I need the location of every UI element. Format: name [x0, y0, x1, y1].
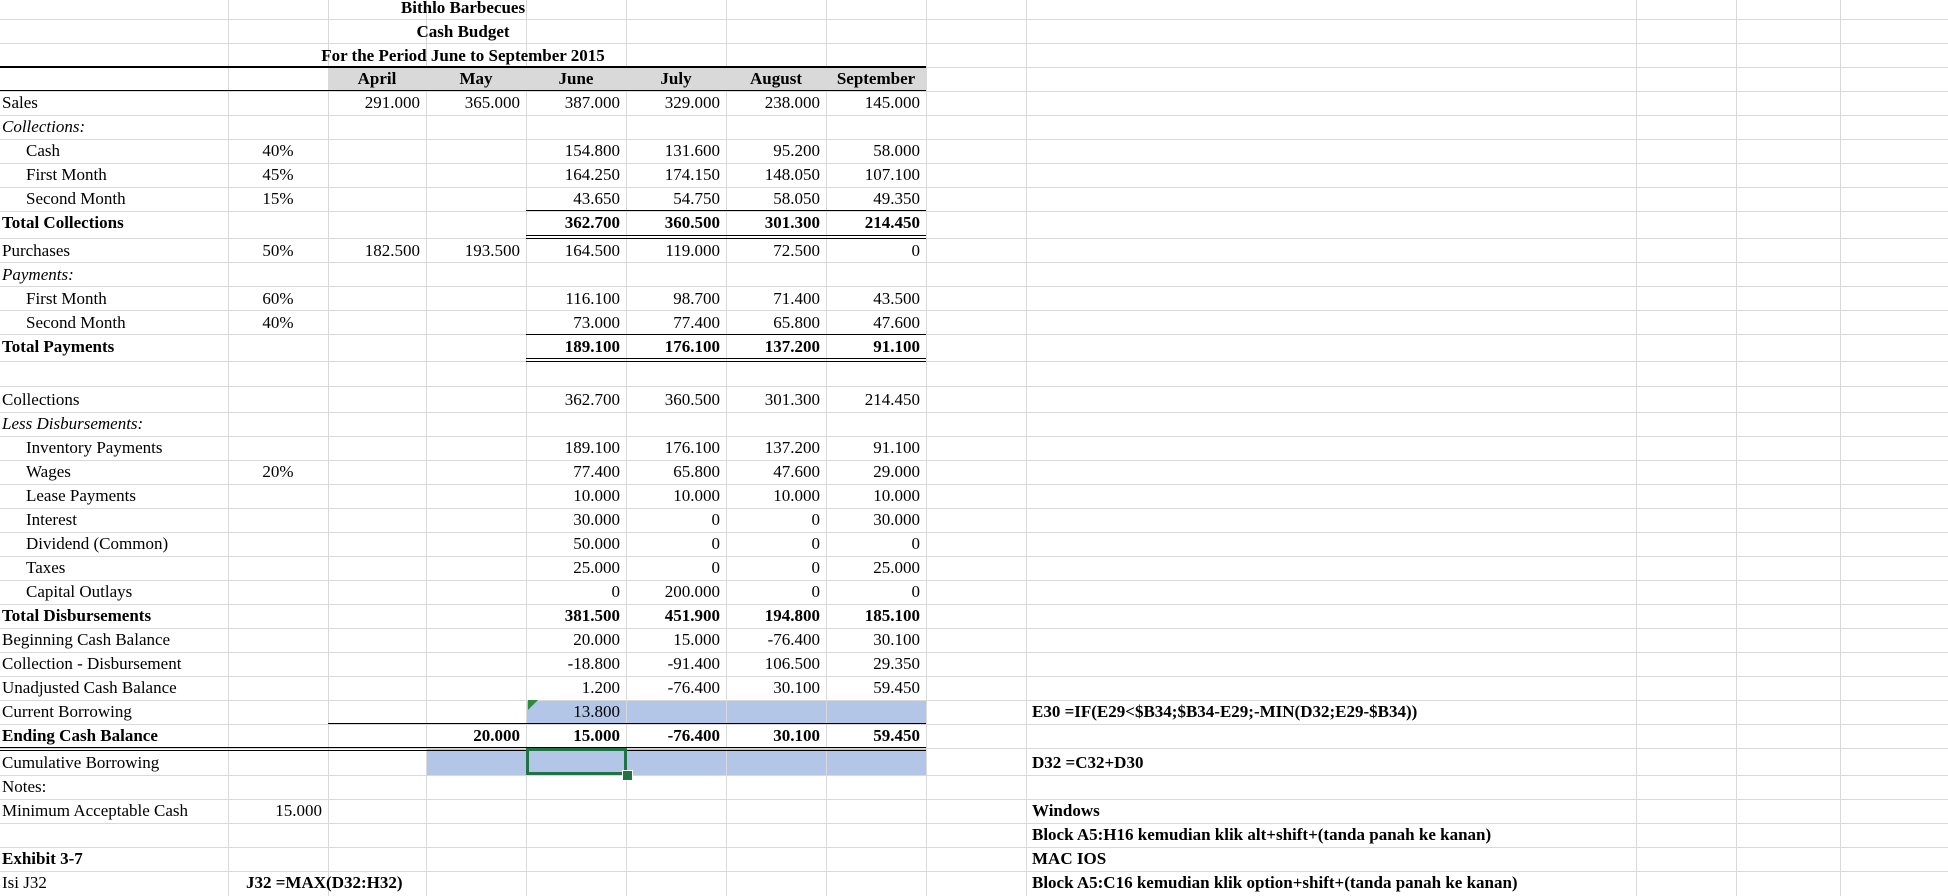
gridline-col — [1736, 0, 1737, 896]
gridline-row — [0, 604, 1948, 605]
note-windows-tip[interactable]: Block A5:H16 kemudian klik alt+shift+(tanda panah ke kanan) — [1032, 825, 1492, 844]
active-cell-cursor[interactable] — [526, 748, 627, 775]
dividend-july[interactable]: 0 — [711, 534, 720, 553]
purchases-may[interactable]: 193.500 — [464, 241, 520, 260]
header-may[interactable]: May — [459, 69, 493, 88]
capital-july[interactable]: 200.000 — [664, 582, 720, 601]
pay-second-june[interactable]: 73.000 — [573, 313, 620, 332]
gridline-row — [0, 91, 1948, 92]
gridline-row — [0, 700, 1948, 701]
cumulative-label[interactable]: Cumulative Borrowing — [2, 753, 160, 772]
ending-label[interactable]: Ending Cash Balance — [2, 726, 158, 745]
taxes-july[interactable]: 0 — [711, 558, 720, 577]
selection-row-32 — [426, 748, 926, 775]
ending-july[interactable]: -76.400 — [667, 726, 720, 745]
budget-coll-september[interactable]: 214.450 — [864, 390, 920, 409]
interest-august[interactable]: 0 — [811, 510, 820, 529]
gridline-row — [0, 652, 1948, 653]
sales-april[interactable]: 291.000 — [364, 93, 420, 112]
interest-june[interactable]: 30.000 — [573, 510, 620, 529]
total-payments-label[interactable]: Total Payments — [2, 337, 115, 356]
isi-formula[interactable]: J32 =MAX(D32:H32) — [246, 873, 403, 892]
purchases-august[interactable]: 72.500 — [773, 241, 820, 260]
coll-second-month-label[interactable]: Second Month — [26, 189, 126, 208]
interest-july[interactable]: 0 — [711, 510, 720, 529]
unadjusted-july[interactable]: -76.400 — [667, 678, 720, 697]
border-pay-double-2 — [526, 361, 926, 362]
interest-september[interactable]: 30.000 — [873, 510, 920, 529]
wages-july[interactable]: 65.800 — [673, 462, 720, 481]
coll-first-august[interactable]: 148.050 — [764, 165, 820, 184]
lease-label[interactable]: Lease Payments — [26, 486, 136, 505]
header-april[interactable]: April — [357, 69, 397, 88]
header-july[interactable]: July — [660, 69, 692, 88]
wages-august[interactable]: 47.600 — [773, 462, 820, 481]
note-mac[interactable]: MAC IOS — [1032, 849, 1107, 868]
lease-august[interactable]: 10.000 — [773, 486, 820, 505]
cash-pct[interactable]: 40% — [262, 141, 294, 160]
gridline-row — [0, 484, 1948, 485]
note-e30-formula[interactable]: E30 =IF(E29<$B34;$B34-E29;-MIN(D32;E29-$B34)) — [1032, 702, 1418, 721]
gridline-row — [0, 412, 1948, 413]
purchases-june[interactable]: 164.500 — [564, 241, 620, 260]
pay-first-june[interactable]: 116.100 — [565, 289, 620, 308]
sales-label[interactable]: Sales — [2, 93, 38, 112]
purchases-september[interactable]: 0 — [911, 241, 920, 260]
header-june[interactable]: June — [558, 69, 594, 88]
budget-coll-june[interactable]: 362.700 — [564, 390, 620, 409]
coll-first-june[interactable]: 164.250 — [564, 165, 620, 184]
min-cash-value[interactable]: 15.000 — [275, 801, 322, 820]
gridline-col — [426, 0, 427, 896]
pay-second-july[interactable]: 77.400 — [673, 313, 720, 332]
coll-minus-disb-june[interactable]: -18.800 — [567, 654, 620, 673]
taxes-september[interactable]: 25.000 — [873, 558, 920, 577]
gridline-row — [0, 361, 1948, 362]
ending-june[interactable]: 15.000 — [573, 726, 620, 745]
purchases-april[interactable]: 182.500 — [364, 241, 420, 260]
note-windows[interactable]: Windows — [1032, 801, 1100, 820]
beginning-june[interactable]: 20.000 — [573, 630, 620, 649]
taxes-june[interactable]: 25.000 — [573, 558, 620, 577]
lease-july[interactable]: 10.000 — [673, 486, 720, 505]
gridline-row — [0, 115, 1948, 116]
pay-first-month-pct[interactable]: 60% — [262, 289, 294, 308]
pay-first-july[interactable]: 98.700 — [673, 289, 720, 308]
unadjusted-september[interactable]: 59.450 — [873, 678, 920, 697]
header-august[interactable]: August — [750, 69, 802, 88]
gridline-row — [0, 775, 1948, 776]
borrowing-june[interactable]: 13.800 — [573, 702, 620, 721]
inventory-label[interactable]: Inventory Payments — [26, 438, 163, 457]
total-disb-september[interactable]: 185.100 — [864, 606, 920, 625]
capital-label[interactable]: Capital Outlays — [26, 582, 133, 601]
purchases-july[interactable]: 119.000 — [665, 241, 720, 260]
inventory-september[interactable]: 91.100 — [873, 438, 920, 457]
taxes-august[interactable]: 0 — [811, 558, 820, 577]
coll-minus-disb-label[interactable]: Collection - Disbursement — [2, 654, 182, 673]
unadjusted-label[interactable]: Unadjusted Cash Balance — [2, 678, 177, 697]
inventory-august[interactable]: 137.200 — [764, 438, 820, 457]
note-d32-formula[interactable]: D32 =C32+D30 — [1032, 753, 1144, 772]
total-coll-june[interactable]: 362.700 — [564, 213, 620, 232]
coll-second-september[interactable]: 49.350 — [873, 189, 920, 208]
inventory-june[interactable]: 189.100 — [564, 438, 620, 457]
dividend-september[interactable]: 0 — [911, 534, 920, 553]
total-coll-august[interactable]: 301.300 — [764, 213, 820, 232]
cash-label[interactable]: Cash — [26, 141, 60, 160]
inventory-july[interactable]: 176.100 — [664, 438, 720, 457]
gridline-col — [1840, 0, 1841, 896]
collections-header[interactable]: Collections: — [2, 117, 86, 136]
coll-first-july[interactable]: 174.150 — [664, 165, 720, 184]
total-pay-september[interactable]: 91.100 — [873, 337, 920, 356]
gridline-row — [0, 724, 1948, 725]
gridline-row — [0, 508, 1948, 509]
sales-july[interactable]: 329.000 — [664, 93, 720, 112]
gridline-row — [0, 676, 1948, 677]
gridline-col — [1636, 0, 1637, 896]
gridline-row — [0, 211, 1948, 212]
lease-june[interactable]: 10.000 — [573, 486, 620, 505]
coll-second-august[interactable]: 58.050 — [773, 189, 820, 208]
sales-june[interactable]: 387.000 — [564, 93, 620, 112]
pay-first-september[interactable]: 43.500 — [873, 289, 920, 308]
gridline-row — [0, 532, 1948, 533]
coll-first-month-label[interactable]: First Month — [26, 165, 107, 184]
wages-june[interactable]: 77.400 — [573, 462, 620, 481]
note-mac-tip[interactable]: Block A5:C16 kemudian klik option+shift+(tanda panah ke kanan) — [1032, 873, 1518, 892]
purchases-label[interactable]: Purchases — [2, 241, 70, 260]
beginning-september[interactable]: 30.100 — [873, 630, 920, 649]
report-title[interactable]: Cash Budget — [416, 22, 510, 41]
beginning-july[interactable]: 15.000 — [673, 630, 720, 649]
sales-may[interactable]: 365.000 — [464, 93, 520, 112]
ending-september[interactable]: 59.450 — [873, 726, 920, 745]
beginning-label[interactable]: Beginning Cash Balance — [2, 630, 171, 649]
gridline-row — [0, 748, 1948, 749]
wages-september[interactable]: 29.000 — [873, 462, 920, 481]
capital-september[interactable]: 0 — [911, 582, 920, 601]
dividend-june[interactable]: 50.000 — [573, 534, 620, 553]
total-pay-july[interactable]: 176.100 — [664, 337, 720, 356]
isi-label[interactable]: Isi J32 — [2, 873, 47, 892]
total-pay-august[interactable]: 137.200 — [764, 337, 820, 356]
min-cash-label[interactable]: Minimum Acceptable Cash — [2, 801, 189, 820]
interest-label[interactable]: Interest — [26, 510, 77, 529]
comment-indicator — [528, 700, 538, 710]
sales-august[interactable]: 238.000 — [764, 93, 820, 112]
notes-label[interactable]: Notes: — [2, 777, 47, 796]
gridline-row — [0, 386, 1948, 387]
gridline-row — [0, 556, 1948, 557]
period-title[interactable]: For the Period June to September 2015 — [321, 46, 605, 65]
gridline-col — [926, 0, 927, 896]
unadjusted-june[interactable]: 1.200 — [581, 678, 620, 697]
pay-second-august[interactable]: 65.800 — [773, 313, 820, 332]
cash-august[interactable]: 95.200 — [773, 141, 820, 160]
header-september[interactable]: September — [836, 69, 916, 88]
wages-pct[interactable]: 20% — [262, 462, 294, 481]
budget-collections-label[interactable]: Collections — [2, 390, 80, 409]
lease-september[interactable]: 10.000 — [873, 486, 920, 505]
gridline-row — [0, 628, 1948, 629]
coll-minus-disb-july[interactable]: -91.400 — [667, 654, 720, 673]
coll-second-july[interactable]: 54.750 — [673, 189, 720, 208]
gridline-row — [0, 436, 1948, 437]
beginning-august[interactable]: -76.400 — [767, 630, 820, 649]
fill-handle[interactable] — [622, 770, 633, 781]
border-coll-double-1 — [526, 235, 926, 236]
wages-label[interactable]: Wages — [26, 462, 71, 481]
coll-minus-disb-september[interactable]: 29.350 — [873, 654, 920, 673]
ending-august[interactable]: 30.100 — [773, 726, 820, 745]
gridline-row — [0, 580, 1948, 581]
payments-header[interactable]: Payments: — [2, 265, 74, 284]
capital-june[interactable]: 0 — [611, 582, 620, 601]
gridline-row — [0, 823, 1948, 824]
coll-minus-disb-august[interactable]: 106.500 — [764, 654, 820, 673]
cash-june[interactable]: 154.800 — [564, 141, 620, 160]
total-collections-label[interactable]: Total Collections — [2, 213, 124, 232]
total-pay-june[interactable]: 189.100 — [564, 337, 620, 356]
gridline-col — [1026, 0, 1027, 896]
total-disb-label[interactable]: Total Disbursements — [2, 606, 152, 625]
purchases-pct[interactable]: 50% — [262, 241, 294, 260]
pay-first-month-label[interactable]: First Month — [26, 289, 107, 308]
pay-second-month-label[interactable]: Second Month — [26, 313, 126, 332]
coll-first-month-pct[interactable]: 45% — [262, 165, 294, 184]
coll-first-september[interactable]: 107.100 — [864, 165, 920, 184]
budget-coll-august[interactable]: 301.300 — [764, 390, 820, 409]
taxes-label[interactable]: Taxes — [26, 558, 66, 577]
cash-september[interactable]: 58.000 — [873, 141, 920, 160]
pay-first-august[interactable]: 71.400 — [773, 289, 820, 308]
dividend-label[interactable]: Dividend (Common) — [26, 534, 169, 553]
coll-second-june[interactable]: 43.650 — [573, 189, 620, 208]
total-coll-july[interactable]: 360.500 — [664, 213, 720, 232]
total-coll-september[interactable]: 214.450 — [864, 213, 920, 232]
less-disbursements-header[interactable]: Less Disbursements: — [2, 414, 144, 433]
total-disb-july[interactable]: 451.900 — [664, 606, 720, 625]
total-disb-august[interactable]: 194.800 — [764, 606, 820, 625]
company-title[interactable]: Bithlo Barbecues — [400, 0, 526, 17]
exhibit-label[interactable]: Exhibit 3-7 — [2, 849, 83, 868]
gridline-row — [0, 847, 1948, 848]
capital-august[interactable]: 0 — [811, 582, 820, 601]
coll-second-month-pct[interactable]: 15% — [262, 189, 294, 208]
dividend-august[interactable]: 0 — [811, 534, 820, 553]
budget-coll-july[interactable]: 360.500 — [664, 390, 720, 409]
borrowing-label[interactable]: Current Borrowing — [2, 702, 132, 721]
pay-second-month-pct[interactable]: 40% — [262, 313, 294, 332]
ending-may[interactable]: 20.000 — [473, 726, 520, 745]
unadjusted-august[interactable]: 30.100 — [773, 678, 820, 697]
cash-july[interactable]: 131.600 — [664, 141, 720, 160]
gridline-col — [328, 0, 329, 896]
gridline-col — [228, 0, 229, 896]
sales-september[interactable]: 145.000 — [864, 93, 920, 112]
pay-second-september[interactable]: 47.600 — [873, 313, 920, 332]
total-disb-june[interactable]: 381.500 — [564, 606, 620, 625]
